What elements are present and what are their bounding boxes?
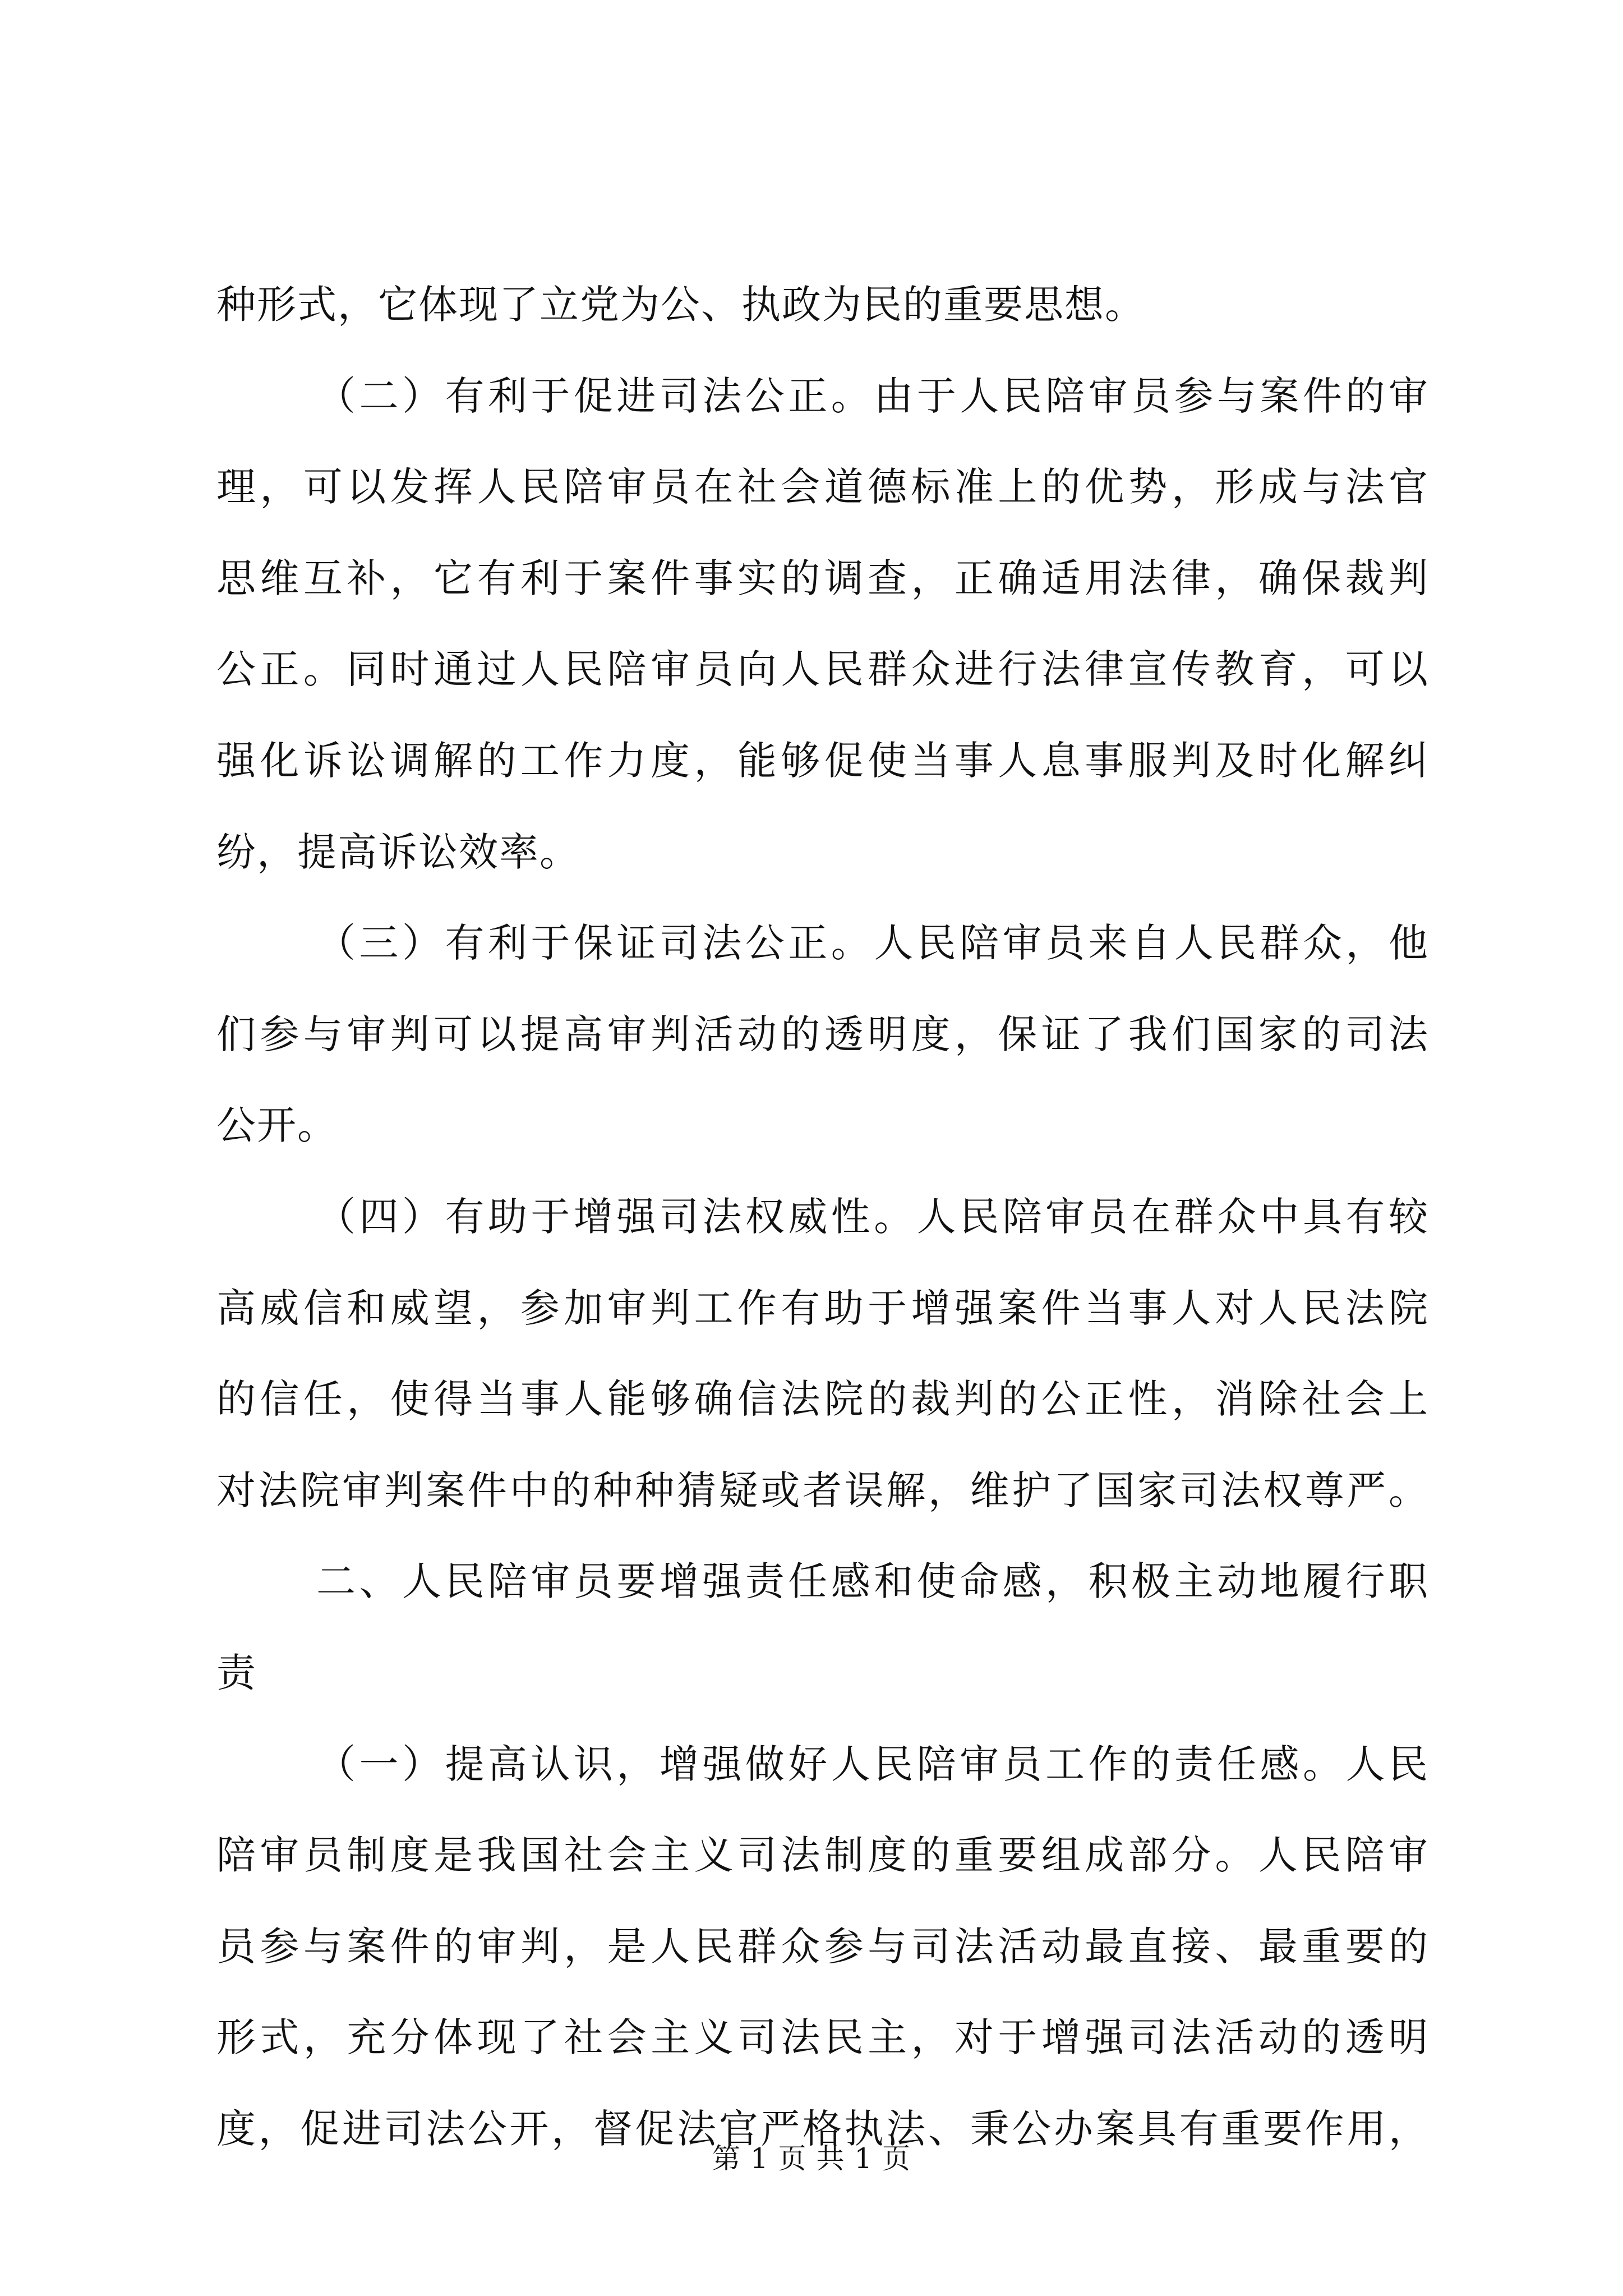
text-line: （三）有利于保证司法公正。人民陪审员来自人民群众，他 (316, 920, 1429, 967)
text-line: 强化诉讼调解的工作力度，能够促使当事人息事服判及时化解纠 (216, 737, 1429, 784)
text-line: 对法院审判案件中的种种猜疑或者误解，维护了国家司法权尊严。 (216, 1467, 1429, 1513)
text-line: 思维互补，它有利于案件事实的调查，正确适用法律，确保裁判 (216, 555, 1429, 601)
text-line: （二）有利于促进司法公正。由于人民陪审员参与案件的审 (316, 372, 1429, 419)
text-line: 度，促进司法公开，督促法官严格执法、秉公办案具有重要作用， (216, 2105, 1429, 2152)
text-line: 的信任，使得当事人能够确信法院的裁判的公正性，消除社会上 (216, 1376, 1429, 1423)
text-line: 们参与审判可以提高审判活动的透明度，保证了我们国家的司法 (216, 1011, 1429, 1057)
section-heading-line: 责 (216, 1649, 257, 1696)
text-line: 员参与案件的审判，是人民群众参与司法活动最直接、最重要的 (216, 1923, 1429, 1970)
text-line: 公开。 (216, 1102, 338, 1149)
page-number-footer: 第 1 页 共 1 页 (712, 2142, 911, 2175)
text-line: 纷，提高诉讼效率。 (216, 829, 580, 875)
section-heading-line: 二、人民陪审员要增强责任感和使命感，积极主动地履行职 (316, 1558, 1429, 1605)
text-line: 种形式，它体现了立党为公、执政为民的重要思想。 (216, 282, 1145, 328)
text-line: 陪审员制度是我国社会主义司法制度的重要组成部分。人民陪审 (216, 1832, 1429, 1879)
text-line: （一）提高认识，增强做好人民陪审员工作的责任感。人民 (316, 1741, 1429, 1787)
text-line: 公正。同时通过人民陪审员向人民群众进行法律宣传教育，可以 (216, 646, 1429, 693)
text-line: （四）有助于增强司法权威性。人民陪审员在群众中具有较 (316, 1193, 1429, 1240)
text-line: 理，可以发挥人民陪审员在社会道德标准上的优势，形成与法官 (216, 464, 1429, 510)
document-body (216, 259, 1429, 2174)
text-line: 形式，充分体现了社会主义司法民主，对于增强司法活动的透明 (216, 2014, 1429, 2061)
text-line: 高威信和威望，参加审判工作有助于增强案件当事人对人民法院 (216, 1285, 1429, 1331)
